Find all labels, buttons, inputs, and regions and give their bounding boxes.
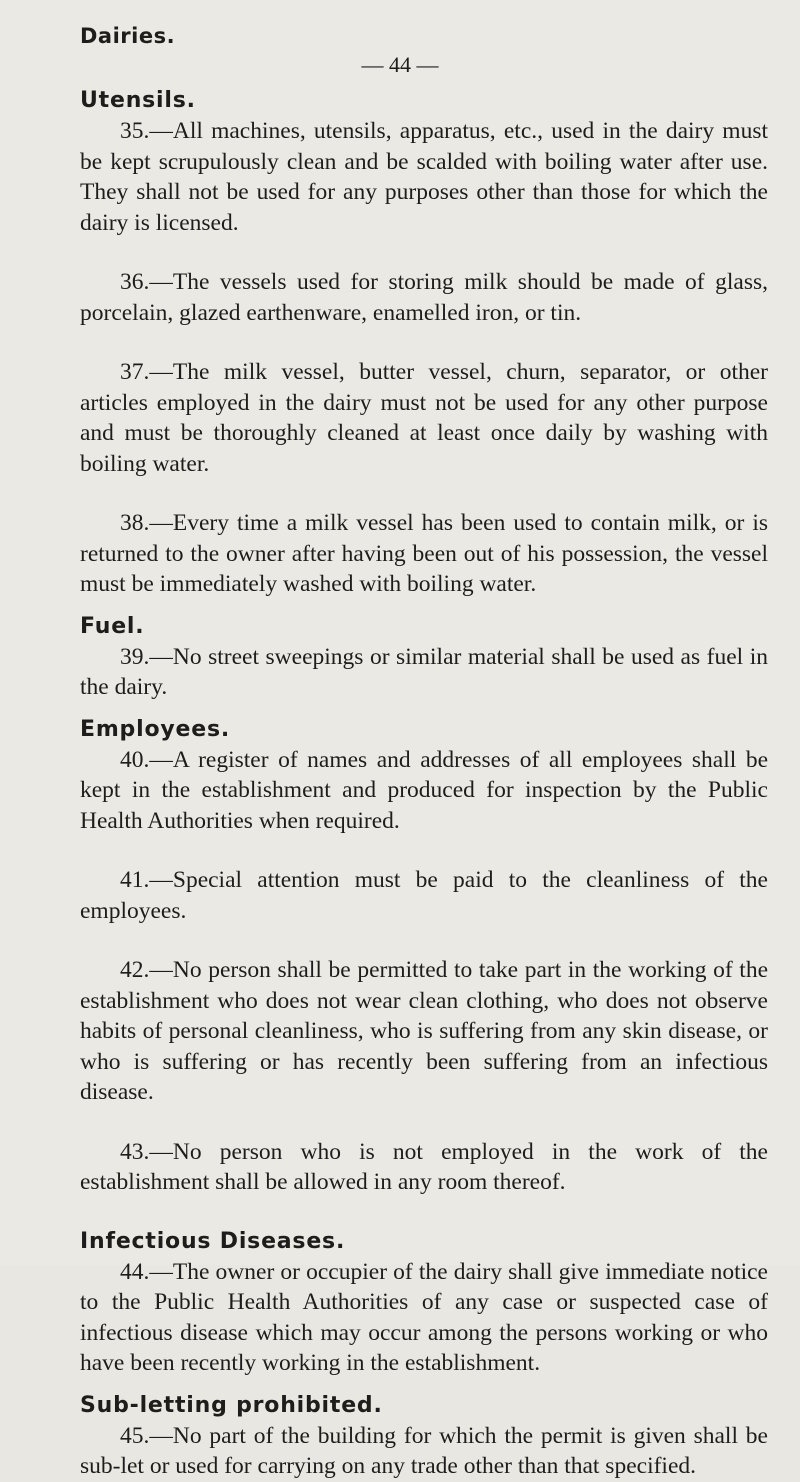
paragraph-39: 39.—No street sweepings or similar material shall be used as fuel in the dairy. — [80, 643, 768, 700]
paragraph-41: 41.—Special attention must be paid to the cleanliness of the employees. — [80, 867, 768, 924]
paragraph-36: 36.—The vessels used for storing milk should be made of glass, porcelain, glazed earthenware, enamelled iron, or tin. — [80, 269, 768, 326]
paragraph-42: 42.—No person shall be permitted to take part in the working of the establishment who does not wear clean clothing, who does not observe habits of personal cleanliness, who is suffering from any skin disease, or who is suffering or has recently been suffering from an infectious disease. — [80, 957, 768, 1105]
paragraph-38: 38.—Every time a milk vessel has been used to contain milk, or is returned to the owner after having been out of his possession, the vessel must be immediately washed with boiling water. — [80, 510, 768, 597]
heading-infectious-diseases: Infectious Diseases. — [80, 1228, 346, 1254]
paragraph-35: 35.—All machines, utensils, apparatus, etc., used in the dairy must be kept scrupulously clean and be scalded with boiling water after use. They shall not be used for any purposes other than those for which the dairy is licensed. — [80, 118, 768, 236]
paragraph-45: 45.—No part of the building for which the permit is given shall be sub-let or used for carrying on any trade other than that specified. — [80, 1422, 768, 1479]
running-head: Dairies. — [80, 24, 176, 48]
page-number: — 44 — — [361, 52, 439, 77]
paragraph-37: 37.—The milk vessel, butter vessel, churn, separator, or other articles employed in the dairy must not be used for any other purpose and must be thoroughly cleaned at least once daily by washing with boiling water. — [80, 359, 768, 477]
heading-fuel: Fuel. — [80, 613, 145, 639]
paragraph-43: 43.—No person who is not employed in the work of the establishment shall be allowed in any room thereof. — [80, 1138, 768, 1195]
heading-sub-letting: Sub-letting prohibited. — [80, 1392, 383, 1418]
heading-employees: Employees. — [80, 716, 230, 742]
page-body — [80, 86, 768, 1482]
paragraph-40: 40.—A register of names and addresses of all employees shall be kept in the establishment and produced for inspection by the Public Health Authorities when required. — [80, 746, 768, 834]
paragraph-44: 44.—The owner or occupier of the dairy shall give immediate notice to the Public Health Authorities of any case or suspected case of infectious disease which may occur among the persons working or who have been recently working in the establishment. — [80, 1258, 768, 1376]
heading-utensils: Utensils. — [80, 88, 196, 113]
